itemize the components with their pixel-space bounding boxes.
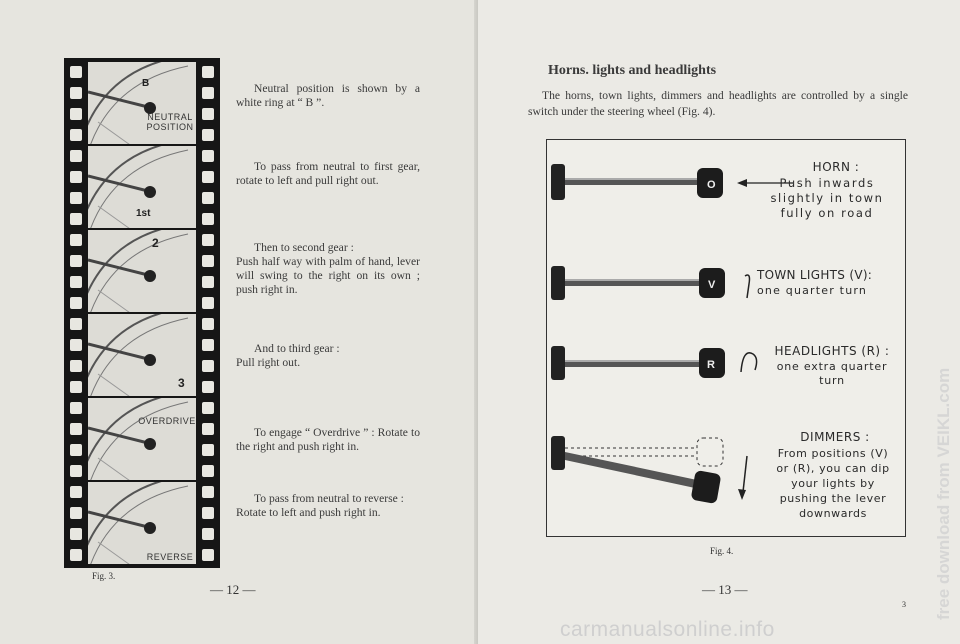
film-frame-overdrive bbox=[88, 398, 196, 480]
page-number-left: — 12 — bbox=[210, 582, 256, 597]
paragraph-overdrive: To engage “ Overdrive ” : Rotate to the right and push right in. bbox=[236, 426, 420, 453]
intro-paragraph: The horns, town lights, dimmers and headlights are controlled by a single switch under the steering wheel (Fig. 4). bbox=[528, 89, 908, 118]
fig4-caption: Fig. 4. bbox=[710, 546, 734, 556]
svg-text:V: V bbox=[708, 279, 716, 291]
film-frame-neutral bbox=[88, 62, 196, 144]
side-watermark: free download from VEIKL.com bbox=[934, 367, 953, 620]
film-frame-reverse bbox=[88, 482, 196, 564]
dimmers-lever bbox=[551, 436, 747, 504]
svg-text:R: R bbox=[707, 359, 715, 371]
footer-watermark: carmanualsonline.info bbox=[560, 618, 775, 641]
neutral-position-label: NEUTRAL POSITION bbox=[146, 112, 194, 132]
horn-title: HORN : bbox=[812, 160, 860, 174]
town-lights-instructions: one quarter turn bbox=[757, 284, 868, 297]
paragraph-second-gear: Then to second gear : Push half way with palm of hand, lever will swing to the right on its own ; push right in. bbox=[236, 241, 420, 296]
svg-text:O: O bbox=[707, 179, 716, 191]
marker-second: 2 bbox=[152, 236, 159, 250]
marker-first: 1st bbox=[136, 208, 151, 219]
film-frame-third bbox=[88, 314, 196, 396]
fig3-caption: Fig. 3. bbox=[92, 571, 116, 581]
film-frame-second bbox=[88, 230, 196, 312]
overdrive-label: OVERDRIVE bbox=[138, 416, 196, 426]
marker-third: 3 bbox=[178, 376, 185, 390]
paragraph-neutral: Neutral position is shown by a white ring at “ B ”. bbox=[236, 82, 420, 109]
dimmers-title: DIMMERS : bbox=[800, 430, 870, 444]
paragraph-third-gear: And to third gear : Pull right out. bbox=[236, 342, 340, 369]
headlights-instructions: one extra quarter turn bbox=[776, 360, 888, 387]
section-heading: Horns. lights and headlights bbox=[548, 63, 717, 78]
reverse-label: REVERSE bbox=[146, 552, 194, 562]
paragraph-first-gear: To pass from neutral to first gear, rotate to left and pull right out. bbox=[236, 160, 420, 187]
horn-instructions: Push inwards slightly in town fully on road bbox=[770, 176, 884, 220]
paragraph-reverse: To pass from neutral to reverse : Rotate to left and push right in. bbox=[236, 492, 404, 519]
corner-mark: 3 bbox=[902, 600, 906, 609]
film-frame-first bbox=[88, 146, 196, 228]
gear-shift-filmstrip bbox=[64, 58, 220, 568]
headlights-lever bbox=[551, 346, 757, 380]
headlights-title: HEADLIGHTS (R) : bbox=[774, 344, 890, 358]
dimmers-instructions: From positions (V) or (R), you can dip your lights by pushing the lever downwards bbox=[776, 447, 890, 520]
switch-diagram bbox=[546, 139, 906, 537]
left-page bbox=[0, 0, 478, 644]
town-lights-lever bbox=[551, 266, 750, 300]
page-number-right: — 13 — bbox=[702, 582, 748, 597]
town-lights-title: TOWN LIGHTS (V): bbox=[757, 268, 873, 282]
marker-b: B bbox=[142, 78, 150, 89]
